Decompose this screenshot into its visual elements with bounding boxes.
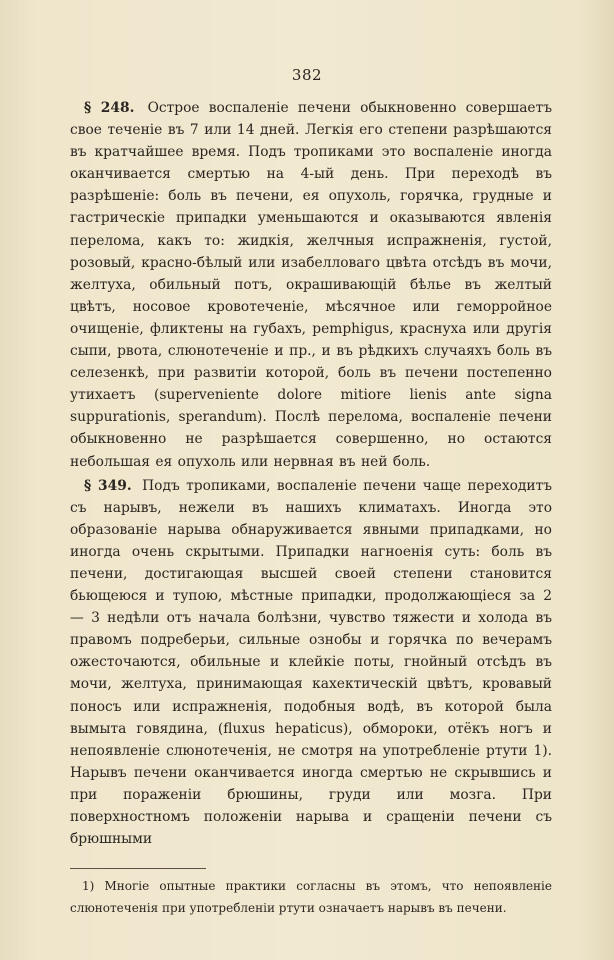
footnote-divider (70, 868, 206, 869)
paragraph-349 (70, 475, 552, 851)
section-number: § 248. (84, 100, 135, 116)
footnote: 1) Многіе опытные практики согласны въ этомъ, что непоявленіе слюнотеченія при употребленіи ртути означаетъ нарывъ въ печени. (70, 879, 552, 915)
paragraph-text: Подъ тропиками, воспаленіе печени чаще переходитъ съ нарывъ, нежели въ нашихъ климатахъ. Иногда это образованіе нарыва обнаруживается явными припадками, но иногда очень скрытыми. Припадки нагноенія суть: боль въ печени, достигающая высшей своей степени становится бьющеюся и тупою, мѣстные припадки, продолжающіеся за 2 — 3 недѣли отъ начала болѣзни, чувство тяжести и холода въ правомъ подреберьи, сильные ознобы и горячка по вечерамъ ожесточаются, обильные и клейкіе поты, гнойный отсѣдъ въ мочи, желтуха, принимающая кахектическій цвѣтъ, кровавый поносъ или испражненія, подобныя водѣ, въ которой была вымыта говядина, (fluxus hepaticus), обмороки, отёкъ ногъ и непоявленіе слюнотеченія, не смотря на употребленіе ртути 1). Нарывъ печени оканчивается иногда смертью не скрывшись и при пораженіи брюшины, груди или мозга. При поверхностномъ положеніи нарыва и сращеніи печени съ брюшными (70, 477, 553, 848)
page-number: 382 (291, 66, 323, 84)
paragraph-248 (70, 97, 552, 473)
section-number: § 349. (84, 477, 132, 494)
page-body (70, 97, 552, 852)
paragraph-text: Острое воспаленіе печени обыкновенно совершаетъ свое теченіе въ 7 или 14 дней. Легкія его степени разрѣшаются въ кратчайшее время. Подъ тропиками это воспаленіе иногда оканчивается смертью на 4-ый день. При переходѣ въ разрѣшеніе: боль въ печени, ея опухоль, горячка, грудные и гастрическіе припадки уменьшаются и оказываются явленія перелома, какъ то: жидкія, желчныя испражненія, густой, розовый, красно-бѣлый или изабелловаго цвѣта отсѣдъ въ мочи, желтуха, обильный потъ, окрашивающій бѣлье въ желтый цвѣтъ, носовое кровотеченіе, мѣсячное или геморройное очищеніе, фликтены на губахъ, pemphigus, краснуха или другія сыпи, рвота, слюнотеченіе и пр., и въ рѣдкихъ случаяхъ боль въ селезенкѣ, при развитіи которой, боль въ печени постепенно утихаетъ (superveniente dolore mitiore lienis ante signa suppurationis, sperandum). Послѣ перелома, воспаленіе печени обыкновенно не разрѣшается совершенно, но остаются небольшая ея опухоль или нервная въ ней боль. (70, 100, 553, 470)
